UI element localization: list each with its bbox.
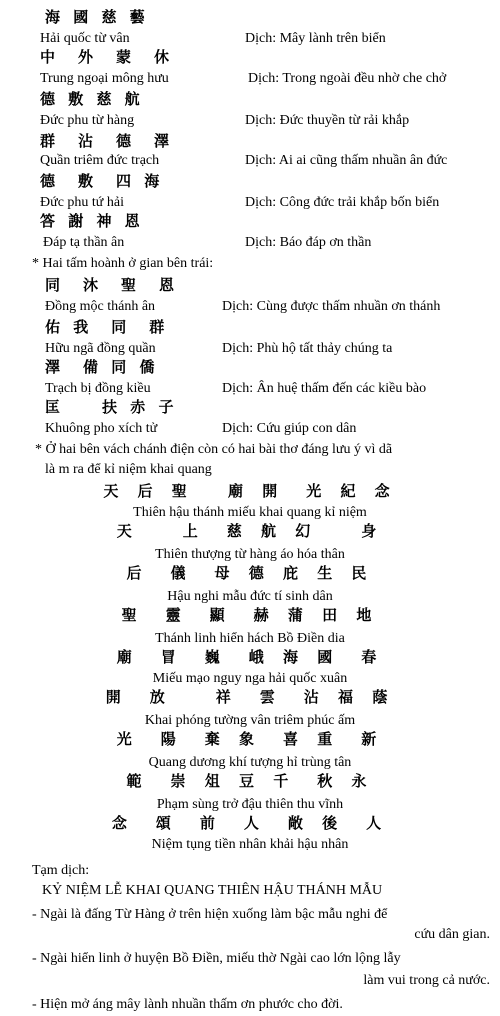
poem-viet-line: Thiên hậu thánh miếu khai quang kỉ niệm [133,505,367,520]
poem-viet-line: Thiên thượng từ hàng áo hóa thân [155,547,345,562]
poem-viet-line: Phạm sùng trở đậu thiên thu vĩnh [156,797,344,812]
translation: Dịch: Cùng được thấm nhuần ơn thánh [222,299,441,314]
viet-reading: Hải quốc từ vân [40,31,130,46]
translation-bullet: - Hiện mở áng mây lành nhuần thấm ơn phước cho đời. [32,997,343,1012]
poem-viet-line: Khai phóng tường vân triêm phúc ấm [144,713,356,728]
poem-han-line: 光 陽 棄 象 喜 重 新 [116,730,384,748]
section-heading: * Ở hai bên vách chánh điện còn có hai bài thơ đáng lưu ý vì dã [35,442,393,457]
han-line: 答 謝 神 恩 [40,212,144,230]
translation-bullet: - Ngài là đấng Từ Hàng ở trên hiện xuống làm bậc mẫu nghi để [32,907,388,922]
han-line: 中 外 蒙 休 [40,48,174,66]
han-line: 德 敷 四 海 [40,172,164,190]
viet-reading: Đức phu từ hàng [40,113,135,128]
viet-reading: Trạch bị đồng kiều [45,381,151,396]
han-line: 澤 備 同 僑 [45,358,159,376]
poem-han-line: 天 上 慈 航 幻 身 [116,522,384,540]
translation: Dịch: Đức thuyền từ rải khắp [245,113,410,128]
viet-reading: Quần triêm đức trạch [40,153,160,168]
translation: Dịch: Báo đáp ơn thần [245,235,372,250]
poem-viet-line: Niệm tụng tiền nhân khải hậu nhân [151,837,349,852]
poem-han-line: 開 放 祥 雲 沾 福 蔭 [105,688,395,706]
translation-bullet: - Ngài hiển linh ở huyện Bồ Điền, miếu thờ Ngài cao lớn lộng lẫy [32,951,401,966]
poem-han-line: 範 崇 俎 豆 千 秋 永 [126,772,374,790]
han-line: 海 國 慈 藝 [45,8,149,26]
han-line: 佑 我 同 群 [45,318,169,336]
translation: Dịch: Ai ai cũng thấm nhuần ân đức [245,153,448,168]
translation: Dịch: Mây lành trên biển [245,31,386,46]
translation-title: KỶ NIỆM LỄ KHAI QUANG THIÊN HẬU THÁNH MẪU [42,883,383,898]
translation-bullet-continued: làm vui trong cả nước. [363,973,490,988]
translation-label: Tạm dịch: [32,863,90,878]
poem-viet-line: Hậu nghi mẫu đức tí sinh dân [167,589,333,604]
translation: Dịch: Ân huệ thấm đến các kiều bào [222,381,427,396]
translation: Dịch: Phù hộ tất thảy chúng ta [222,341,393,356]
poem-viet-line: Quang dương khí tượng hỉ trùng tân [148,755,352,770]
viet-reading: Đồng mộc thánh ân [45,299,156,314]
han-line: 同 沐 聖 恩 [45,276,179,294]
han-line: 群 沾 德 澤 [40,132,174,150]
section-heading-continued: là m ra để kỉ niệm khai quang [45,462,212,477]
poem-han-line: 廟 冒 巍 峨 海 國 春 [116,648,384,666]
translation: Dịch: Trong ngoài đều nhờ che chở [248,71,447,86]
viet-reading: Trung ngoại mông hưu [40,71,169,86]
translation-bullet-continued: cứu dân gian. [414,927,490,942]
poem-han-line: 念 頌 前 人 敞 後 人 [111,814,389,832]
han-line: 德 敷 慈 航 [40,90,144,108]
poem-han-line: 天 后 聖 廟 開 光 紀 念 [103,482,397,500]
han-line: 匡 扶 赤 子 [45,398,178,416]
section-heading: * Hai tấm hoành ở gian bên trái: [32,256,214,271]
poem-viet-line: Miếu mạo nguy nga hải quốc xuân [152,671,348,686]
viet-reading: Đáp tạ thần ân [43,235,125,250]
translation: Dịch: Công đức trải khắp bốn biển [245,195,440,210]
viet-reading: Đức phu tứ hải [40,195,124,210]
translation: Dịch: Cứu giúp con dân [222,421,357,436]
poem-han-line: 后 儀 母 德 庇 生 民 [126,564,374,582]
viet-reading: Khuông pho xích tử [45,421,158,436]
poem-viet-line: Thánh linh hiển hách Bồ Điền dia [155,631,345,646]
poem-han-line: 聖 靈 顯 赫 蒲 田 地 [121,606,379,624]
viet-reading: Hữu ngã đồng quần [45,341,156,356]
